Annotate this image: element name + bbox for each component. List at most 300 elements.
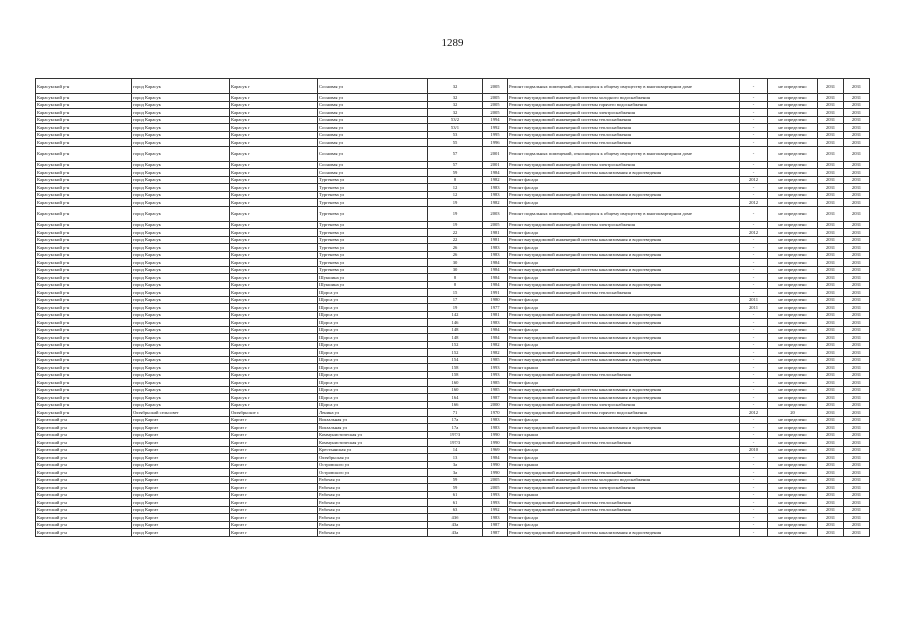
plan-start-cell: 2031 <box>818 94 844 102</box>
work-type-cell: Ремонт фасада <box>508 446 740 454</box>
plan-start-cell: 2031 <box>818 229 844 237</box>
plan-start-cell: 2031 <box>818 349 844 357</box>
work-type-cell: Ремонт фасада <box>508 454 740 462</box>
plan-end-cell: 2031 <box>844 386 870 394</box>
last-repair-year-cell: - <box>740 416 768 424</box>
year-cell: 2005 <box>483 79 508 94</box>
plan-end-cell: 2031 <box>844 131 870 139</box>
municipality-cell: город Каргат <box>132 521 230 529</box>
street-cell: Щорса ул <box>318 386 428 394</box>
street-cell: Щорса ул <box>318 364 428 372</box>
work-type-cell: Ремонт внутридомовой инженерной системы электроснабжения <box>508 401 740 409</box>
cost-cell: не определено <box>768 349 818 357</box>
plan-end-cell: 2031 <box>844 191 870 199</box>
settlement-cell: Карасук г <box>230 244 318 252</box>
table-row <box>36 176 870 184</box>
work-type-cell: Ремонт фасада <box>508 184 740 192</box>
work-type-cell: Ремонт внутридомовой инженерной системы канализования и водоотведения <box>508 394 740 402</box>
work-type-cell: Ремонт фасада <box>508 326 740 334</box>
district-cell: Карасукский р-н <box>36 281 132 289</box>
district-cell: Карасукский р-н <box>36 409 132 417</box>
year-cell: 1987 <box>483 529 508 537</box>
district-cell: Карасукский р-н <box>36 334 132 342</box>
settlement-cell: Каргат г <box>230 439 318 447</box>
table-row <box>36 259 870 267</box>
cost-cell: не определено <box>768 139 818 147</box>
house-number-cell: 59 <box>428 169 483 177</box>
year-cell: 1990 <box>483 461 508 469</box>
street-cell: Сосновая ул <box>318 124 428 132</box>
work-type-cell: Ремонт фасада <box>508 416 740 424</box>
municipality-cell: город Карасук <box>132 139 230 147</box>
district-cell: Карасукский р-н <box>36 131 132 139</box>
year-cell: 1987 <box>483 521 508 529</box>
cost-cell: не определено <box>768 94 818 102</box>
municipality-cell: город Карасук <box>132 401 230 409</box>
district-cell: Карасукский р-н <box>36 356 132 364</box>
house-number-cell: 32 <box>428 109 483 117</box>
cost-cell: не определено <box>768 259 818 267</box>
municipality-cell: город Карасук <box>132 236 230 244</box>
municipality-cell: город Каргат <box>132 514 230 522</box>
table-row <box>36 109 870 117</box>
table-row <box>36 139 870 147</box>
cost-cell: не определено <box>768 289 818 297</box>
year-cell: 1984 <box>483 169 508 177</box>
table-row <box>36 484 870 492</box>
last-repair-year-cell: - <box>740 184 768 192</box>
last-repair-year-cell: - <box>740 341 768 349</box>
house-number-cell: 3а <box>428 469 483 477</box>
settlement-cell: Каргат г <box>230 446 318 454</box>
plan-end-cell: 2031 <box>844 446 870 454</box>
cost-cell: не определено <box>768 454 818 462</box>
last-repair-year-cell: - <box>740 221 768 229</box>
street-cell: Щорса ул <box>318 379 428 387</box>
work-type-cell: Ремонт внутридомовой инженерной системы теплоснабжения <box>508 371 740 379</box>
street-cell: Ленина ул <box>318 409 428 417</box>
plan-start-cell: 2031 <box>818 124 844 132</box>
table-row <box>36 371 870 379</box>
plan-start-cell: 2031 <box>818 311 844 319</box>
last-repair-year-cell: - <box>740 349 768 357</box>
cost-cell: не определено <box>768 326 818 334</box>
plan-start-cell: 2031 <box>818 431 844 439</box>
plan-start-cell: 2031 <box>818 356 844 364</box>
municipality-cell: город Каргат <box>132 424 230 432</box>
street-cell: Сосновая ул <box>318 161 428 169</box>
street-cell: Щорса ул <box>318 341 428 349</box>
plan-end-cell: 2031 <box>844 101 870 109</box>
house-number-cell: 8 <box>428 274 483 282</box>
district-cell: Карасукский р-н <box>36 244 132 252</box>
house-number-cell: 197/3 <box>428 431 483 439</box>
district-cell: Каргатский р-н <box>36 521 132 529</box>
table-row <box>36 364 870 372</box>
district-cell: Карасукский р-н <box>36 169 132 177</box>
last-repair-year-cell: - <box>740 281 768 289</box>
plan-start-cell: 2031 <box>818 289 844 297</box>
table-row <box>36 409 870 417</box>
plan-start-cell: 2031 <box>818 341 844 349</box>
work-type-cell: Ремонт крыши <box>508 431 740 439</box>
cost-cell: не определено <box>768 416 818 424</box>
year-cell: 1982 <box>483 199 508 207</box>
work-type-cell: Ремонт внутридомовой инженерной системы электроснабжения <box>508 161 740 169</box>
plan-start-cell: 2031 <box>818 491 844 499</box>
municipality-cell: Октябрьский сельсовет <box>132 409 230 417</box>
municipality-cell: город Карасук <box>132 386 230 394</box>
table-row <box>36 424 870 432</box>
house-number-cell: 13 <box>428 454 483 462</box>
district-cell: Карасукский р-н <box>36 191 132 199</box>
plan-start-cell: 2031 <box>818 461 844 469</box>
street-cell: Сосновая ул <box>318 139 428 147</box>
street-cell: Сосновая ул <box>318 116 428 124</box>
settlement-cell: Карасук г <box>230 124 318 132</box>
municipality-cell: город Каргат <box>132 469 230 477</box>
settlement-cell: Карасук г <box>230 251 318 259</box>
table-row <box>36 79 870 94</box>
table-row <box>36 191 870 199</box>
house-number-cell: 148 <box>428 334 483 342</box>
settlement-cell: Каргат г <box>230 469 318 477</box>
cost-cell: не определено <box>768 319 818 327</box>
cost-cell: не определено <box>768 439 818 447</box>
plan-start-cell: 2031 <box>818 146 844 161</box>
plan-start-cell: 2031 <box>818 266 844 274</box>
district-cell: Каргатский р-н <box>36 506 132 514</box>
street-cell: Тургенева ул <box>318 266 428 274</box>
work-type-cell: Ремонт внутридомовой инженерной системы канализования и водоотведения <box>508 349 740 357</box>
cost-cell: не определено <box>768 109 818 117</box>
street-cell: Сосновая ул <box>318 94 428 102</box>
settlement-cell: Карасук г <box>230 334 318 342</box>
plan-end-cell: 2031 <box>844 229 870 237</box>
plan-end-cell: 2031 <box>844 521 870 529</box>
year-cell: 1991 <box>483 289 508 297</box>
cost-cell: не определено <box>768 146 818 161</box>
settlement-cell: Карасук г <box>230 341 318 349</box>
street-cell: Сосновая ул <box>318 146 428 161</box>
cost-cell: не определено <box>768 124 818 132</box>
plan-end-cell: 2031 <box>844 416 870 424</box>
plan-end-cell: 2031 <box>844 146 870 161</box>
year-cell: 1985 <box>483 386 508 394</box>
year-cell: 1982 <box>483 176 508 184</box>
plan-end-cell: 2031 <box>844 139 870 147</box>
municipality-cell: город Каргат <box>132 506 230 514</box>
district-cell: Карасукский р-н <box>36 266 132 274</box>
table-row <box>36 229 870 237</box>
street-cell: Тургенева ул <box>318 244 428 252</box>
last-repair-year-cell: 2012 <box>740 409 768 417</box>
settlement-cell: Карасук г <box>230 184 318 192</box>
street-cell: Вокзальная ул <box>318 416 428 424</box>
cost-cell: не определено <box>768 191 818 199</box>
plan-end-cell: 2031 <box>844 244 870 252</box>
cost-cell: 20 <box>768 409 818 417</box>
plan-start-cell: 2031 <box>818 116 844 124</box>
plan-start-cell: 2031 <box>818 139 844 147</box>
table-row <box>36 311 870 319</box>
last-repair-year-cell: - <box>740 251 768 259</box>
settlement-cell: Карасук г <box>230 94 318 102</box>
settlement-cell: Карасук г <box>230 109 318 117</box>
year-cell: 1969 <box>483 446 508 454</box>
municipality-cell: город Карасук <box>132 364 230 372</box>
last-repair-year-cell: - <box>740 484 768 492</box>
house-number-cell: 152 <box>428 349 483 357</box>
cost-cell: не определено <box>768 469 818 477</box>
municipality-cell: город Карасук <box>132 371 230 379</box>
plan-start-cell: 2031 <box>818 259 844 267</box>
street-cell: Рабочая ул <box>318 521 428 529</box>
work-type-cell: Ремонт внутридомовой инженерной системы теплоснабжения <box>508 124 740 132</box>
municipality-cell: город Карасук <box>132 281 230 289</box>
plan-end-cell: 2031 <box>844 341 870 349</box>
year-cell: 1993 <box>483 499 508 507</box>
table-row <box>36 281 870 289</box>
last-repair-year-cell: - <box>740 236 768 244</box>
municipality-cell: город Карасук <box>132 191 230 199</box>
year-cell: 1994 <box>483 116 508 124</box>
district-cell: Карасукский р-н <box>36 139 132 147</box>
street-cell: Щорса ул <box>318 401 428 409</box>
settlement-cell: Каргат г <box>230 431 318 439</box>
table-row <box>36 379 870 387</box>
municipality-cell: город Карасук <box>132 161 230 169</box>
last-repair-year-cell: - <box>740 146 768 161</box>
table-row <box>36 304 870 312</box>
work-type-cell: Ремонт фасада <box>508 296 740 304</box>
street-cell: Рабочая ул <box>318 476 428 484</box>
settlement-cell: Карасук г <box>230 139 318 147</box>
last-repair-year-cell: - <box>740 319 768 327</box>
district-cell: Каргатский р-н <box>36 461 132 469</box>
house-number-cell: 19 <box>428 206 483 221</box>
table-row <box>36 326 870 334</box>
district-cell: Карасукский р-н <box>36 289 132 297</box>
cost-cell: не определено <box>768 341 818 349</box>
street-cell: Тургенева ул <box>318 251 428 259</box>
district-cell: Каргатский р-н <box>36 469 132 477</box>
work-type-cell: Ремонт фасада <box>508 259 740 267</box>
street-cell: Рабочая ул <box>318 491 428 499</box>
plan-end-cell: 2031 <box>844 109 870 117</box>
table-row <box>36 221 870 229</box>
year-cell: 1981 <box>483 311 508 319</box>
plan-end-cell: 2031 <box>844 364 870 372</box>
plan-start-cell: 2031 <box>818 131 844 139</box>
street-cell: Щорса ул <box>318 349 428 357</box>
plan-end-cell: 2031 <box>844 349 870 357</box>
table-row <box>36 476 870 484</box>
table-row <box>36 274 870 282</box>
house-number-cell: 158 <box>428 364 483 372</box>
municipality-cell: город Каргат <box>132 454 230 462</box>
street-cell: Вокзальная ул <box>318 424 428 432</box>
work-type-cell: Ремонт внутридомовой инженерной системы теплоснабжения <box>508 506 740 514</box>
street-cell: Щорса ул <box>318 334 428 342</box>
municipality-cell: город Карасук <box>132 229 230 237</box>
plan-end-cell: 2031 <box>844 259 870 267</box>
street-cell: Щорса ул <box>318 371 428 379</box>
last-repair-year-cell: - <box>740 244 768 252</box>
last-repair-year-cell: - <box>740 386 768 394</box>
year-cell: 1987 <box>483 394 508 402</box>
district-cell: Карасукский р-н <box>36 251 132 259</box>
district-cell: Карасукский р-н <box>36 394 132 402</box>
year-cell: 1993 <box>483 364 508 372</box>
settlement-cell: Каргат г <box>230 499 318 507</box>
house-number-cell: 197/3 <box>428 439 483 447</box>
cost-cell: не определено <box>768 116 818 124</box>
municipality-cell: город Карасук <box>132 131 230 139</box>
district-cell: Карасукский р-н <box>36 349 132 357</box>
street-cell: Октябрьская ул <box>318 454 428 462</box>
house-number-cell: 43б <box>428 514 483 522</box>
plan-start-cell: 2031 <box>818 169 844 177</box>
year-cell: 1995 <box>483 131 508 139</box>
last-repair-year-cell: - <box>740 364 768 372</box>
last-repair-year-cell: - <box>740 139 768 147</box>
municipality-cell: город Карасук <box>132 394 230 402</box>
house-number-cell: 19 <box>428 304 483 312</box>
district-cell: Карасукский р-н <box>36 199 132 207</box>
street-cell: Рабочая ул <box>318 529 428 537</box>
street-cell: Тургенева ул <box>318 206 428 221</box>
cost-cell: не определено <box>768 251 818 259</box>
settlement-cell: Каргат г <box>230 514 318 522</box>
last-repair-year-cell: - <box>740 469 768 477</box>
municipality-cell: город Каргат <box>132 416 230 424</box>
last-repair-year-cell: - <box>740 259 768 267</box>
settlement-cell: Карасук г <box>230 371 318 379</box>
year-cell: 1983 <box>483 244 508 252</box>
settlement-cell: Карасук г <box>230 379 318 387</box>
cost-cell: не определено <box>768 424 818 432</box>
cost-cell: не определено <box>768 521 818 529</box>
plan-end-cell: 2031 <box>844 401 870 409</box>
cost-cell: не определено <box>768 176 818 184</box>
last-repair-year-cell: - <box>740 461 768 469</box>
plan-end-cell: 2031 <box>844 356 870 364</box>
plan-start-cell: 2031 <box>818 334 844 342</box>
plan-end-cell: 2031 <box>844 379 870 387</box>
year-cell: 2001 <box>483 146 508 161</box>
district-cell: Карасукский р-н <box>36 124 132 132</box>
table-row <box>36 514 870 522</box>
work-type-cell: Ремонт внутридомовой инженерной системы электроснабжения <box>508 221 740 229</box>
settlement-cell: Карасук г <box>230 101 318 109</box>
house-number-cell: 26 <box>428 244 483 252</box>
table-row <box>36 266 870 274</box>
street-cell: Рабочая ул <box>318 484 428 492</box>
municipality-cell: город Карасук <box>132 266 230 274</box>
settlement-cell: Карасук г <box>230 319 318 327</box>
district-cell: Карасукский р-н <box>36 176 132 184</box>
street-cell: Коммунистическая ул <box>318 439 428 447</box>
plan-start-cell: 2031 <box>818 386 844 394</box>
street-cell: Тургенева ул <box>318 191 428 199</box>
table-row <box>36 251 870 259</box>
plan-start-cell: 2031 <box>818 79 844 94</box>
cost-cell: не определено <box>768 266 818 274</box>
plan-start-cell: 2031 <box>818 499 844 507</box>
table-row <box>36 521 870 529</box>
cost-cell: не определено <box>768 529 818 537</box>
municipality-cell: город Каргат <box>132 431 230 439</box>
municipality-cell: город Карасук <box>132 169 230 177</box>
settlement-cell: Карасук г <box>230 349 318 357</box>
table-row <box>36 439 870 447</box>
cost-cell: не определено <box>768 101 818 109</box>
year-cell: 1984 <box>483 326 508 334</box>
municipality-cell: город Карасук <box>132 101 230 109</box>
work-type-cell: Ремонт подвальных помещений, относящихся к общему имуществу в многоквартирном доме <box>508 146 740 161</box>
district-cell: Карасукский р-н <box>36 259 132 267</box>
municipality-cell: город Карасук <box>132 296 230 304</box>
municipality-cell: город Карасук <box>132 176 230 184</box>
settlement-cell: Каргат г <box>230 476 318 484</box>
plan-end-cell: 2031 <box>844 431 870 439</box>
district-cell: Карасукский р-н <box>36 296 132 304</box>
cost-cell: не определено <box>768 334 818 342</box>
table-row <box>36 469 870 477</box>
house-number-cell: 3а <box>428 461 483 469</box>
year-cell: 2005 <box>483 221 508 229</box>
district-cell: Карасукский р-н <box>36 94 132 102</box>
district-cell: Каргатский р-н <box>36 491 132 499</box>
municipality-cell: город Карасук <box>132 379 230 387</box>
cost-cell: не определено <box>768 199 818 207</box>
plan-start-cell: 2031 <box>818 484 844 492</box>
work-type-cell: Ремонт внутридомовой инженерной системы горячего водоснабжения <box>508 101 740 109</box>
house-number-cell: 30 <box>428 266 483 274</box>
settlement-cell: Карасук г <box>230 176 318 184</box>
cost-cell: не определено <box>768 394 818 402</box>
plan-start-cell: 2031 <box>818 221 844 229</box>
work-type-cell: Ремонт внутридомовой инженерной системы канализования и водоотведения <box>508 191 740 199</box>
table-row <box>36 401 870 409</box>
municipality-cell: город Карасук <box>132 199 230 207</box>
settlement-cell: Карасук г <box>230 304 318 312</box>
settlement-cell: Карасук г <box>230 161 318 169</box>
last-repair-year-cell: - <box>740 131 768 139</box>
cost-cell: не определено <box>768 169 818 177</box>
street-cell: Островского ул <box>318 461 428 469</box>
settlement-cell: Карасук г <box>230 229 318 237</box>
table-row <box>36 161 870 169</box>
cost-cell: не определено <box>768 244 818 252</box>
district-cell: Каргатский р-н <box>36 529 132 537</box>
house-number-cell: 59 <box>428 484 483 492</box>
plan-end-cell: 2031 <box>844 439 870 447</box>
last-repair-year-cell: - <box>740 394 768 402</box>
municipality-cell: город Каргат <box>132 476 230 484</box>
house-number-cell: 164 <box>428 394 483 402</box>
work-type-cell: Ремонт внутридомовой инженерной системы канализования и водоотведения <box>508 266 740 274</box>
work-type-cell: Ремонт внутридомовой инженерной системы теплоснабжения <box>508 499 740 507</box>
plan-start-cell: 2031 <box>818 506 844 514</box>
work-type-cell: Ремонт фасада <box>508 341 740 349</box>
last-repair-year-cell: - <box>740 79 768 94</box>
cost-cell: не определено <box>768 431 818 439</box>
last-repair-year-cell: - <box>740 116 768 124</box>
plan-start-cell: 2031 <box>818 236 844 244</box>
table-row <box>36 356 870 364</box>
